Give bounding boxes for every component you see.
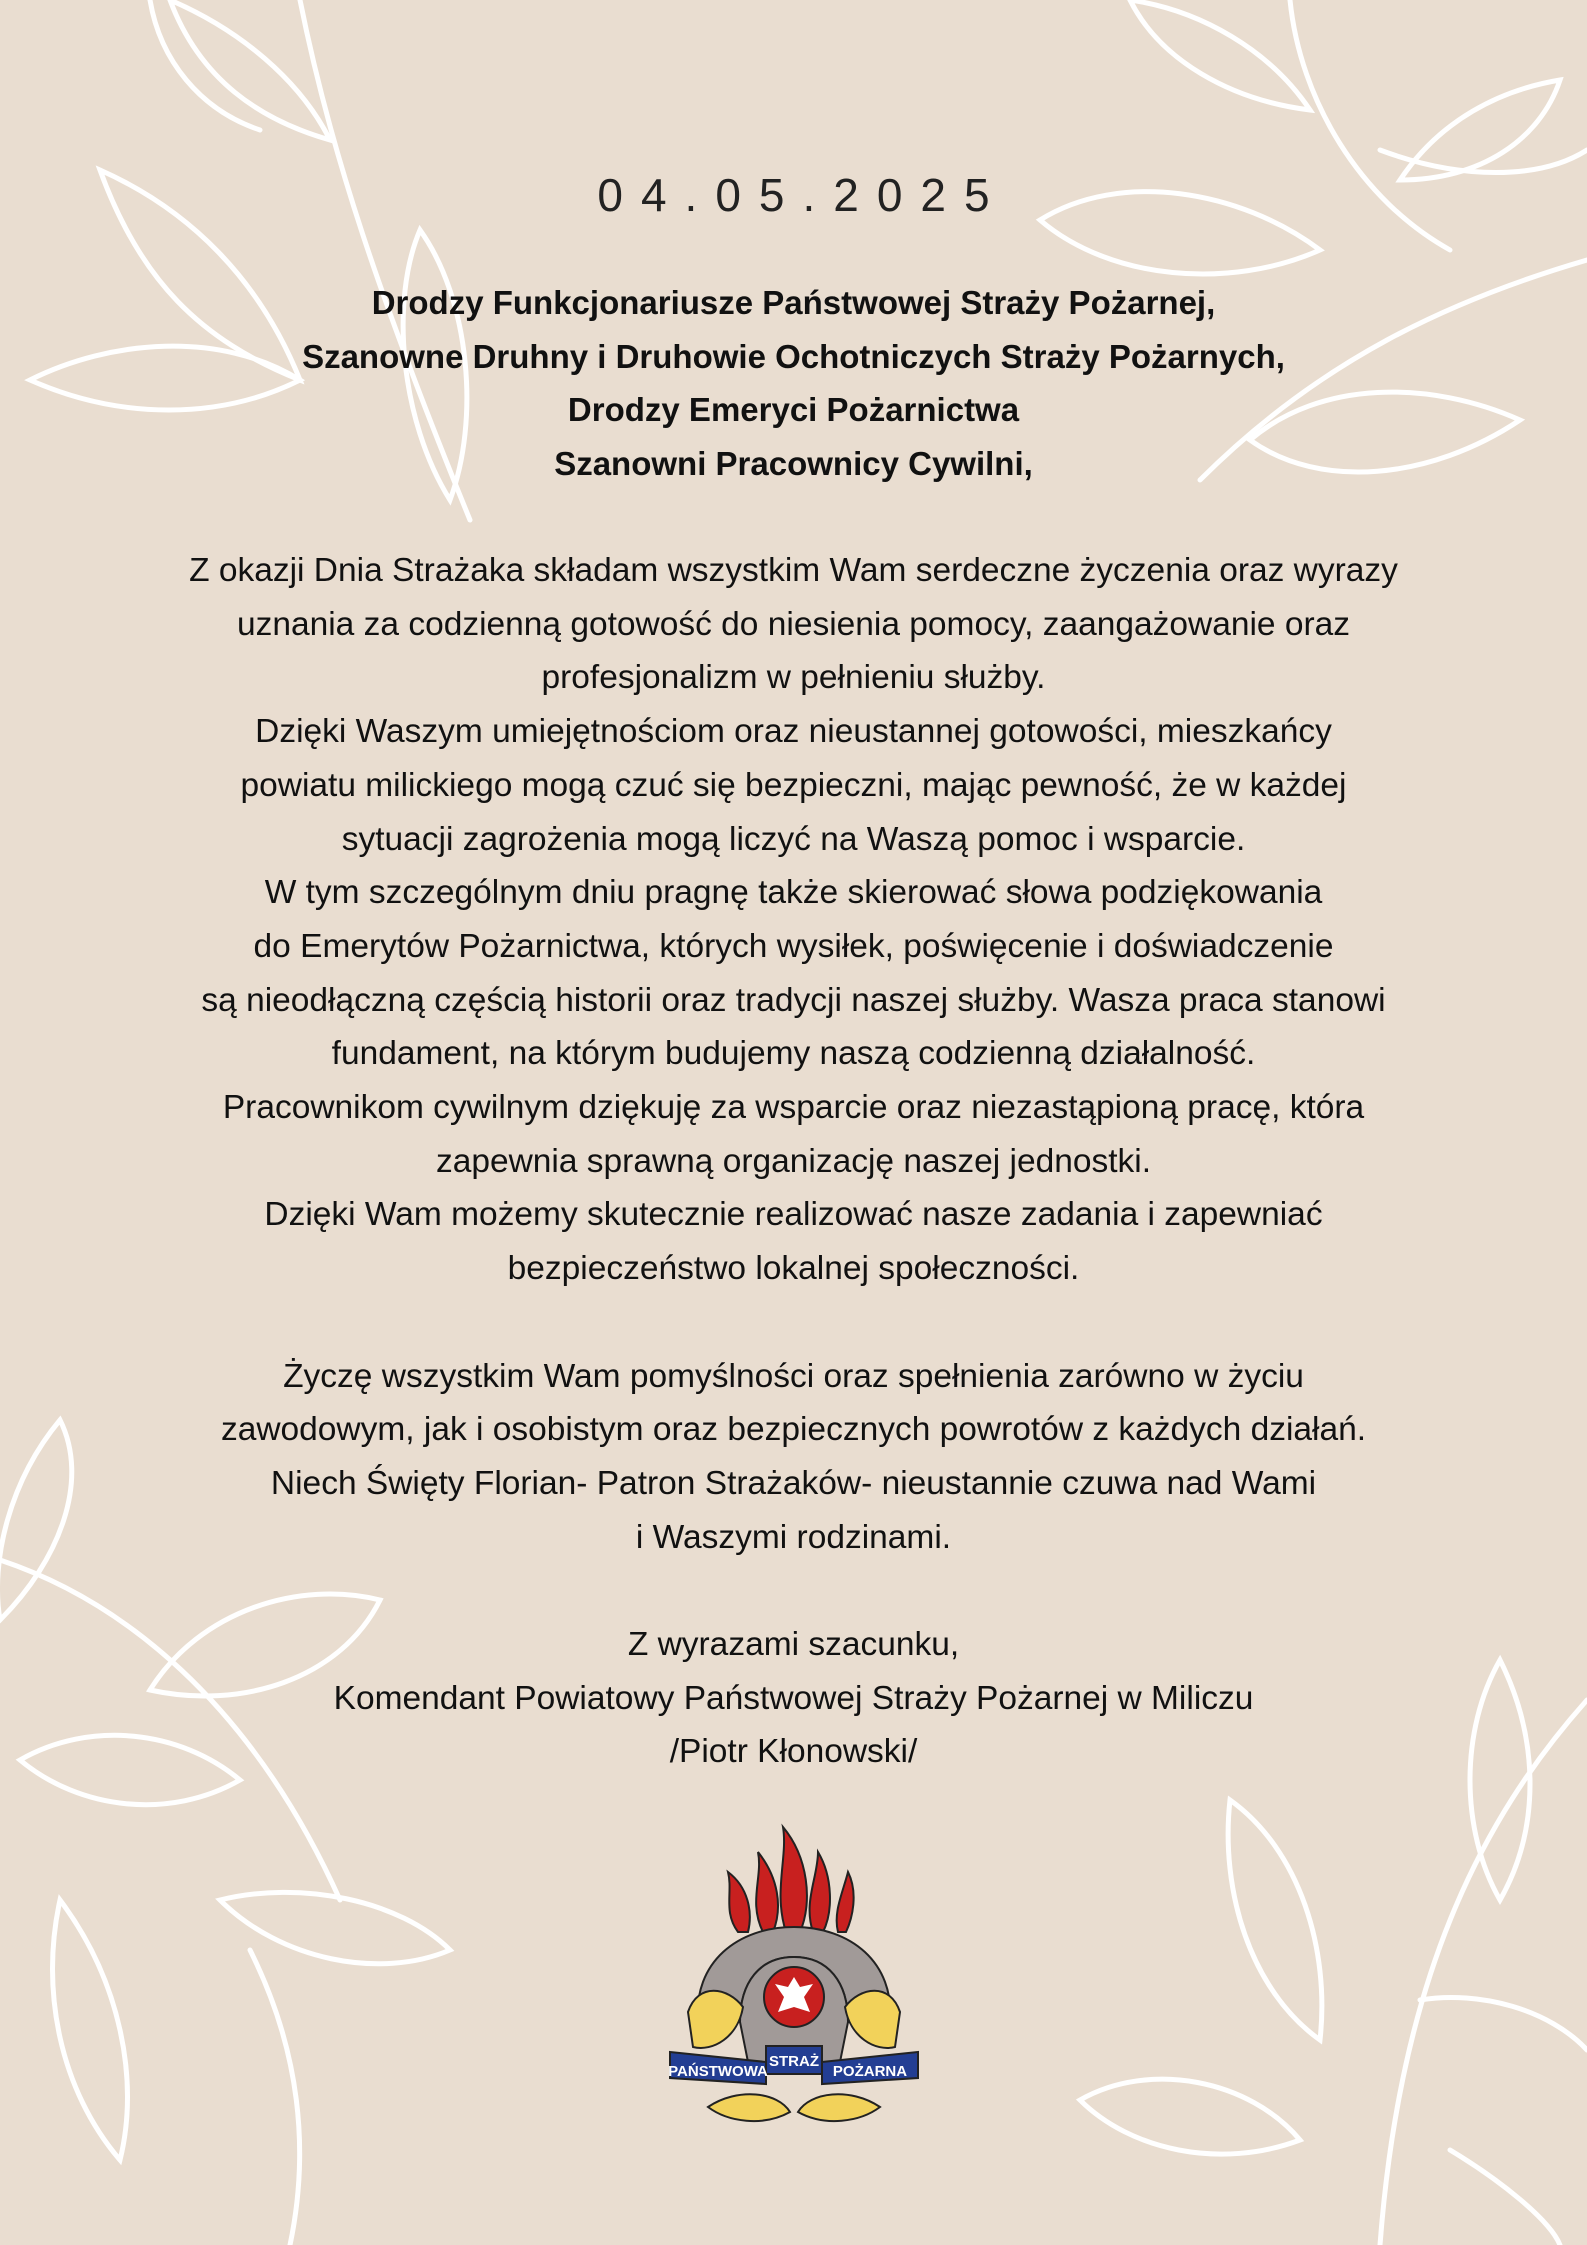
body-line: powiatu milickiego mogą czuć się bezpieczni, mając pewność, że w każdej (240, 766, 1347, 804)
body-line: do Emerytów Pożarnictwa, których wysiłek, poświęcenie i doświadczenie (253, 927, 1334, 965)
date: 04.05.2025 (597, 169, 1008, 221)
psp-emblem-logo (668, 1822, 920, 2138)
body-line: bezpieczeństwo lokalnej społeczności. (507, 1250, 1080, 1288)
signature-name: /Piotr Kłonowski/ (669, 1733, 918, 1771)
flame-icon (728, 1827, 854, 1932)
ribbon-word: POŻARNA (832, 2063, 908, 2080)
body-line: Dzięki Waszym umiejętnościom oraz nieustannej gotowości, mieszkańcy (255, 713, 1332, 751)
body-line: Dzięki Wam możemy skutecznie realizować nasze zadania i zapewniać (264, 1196, 1323, 1234)
signature-line: Z wyrazami szacunku, (627, 1626, 960, 1664)
greeting-line: Szanowni Pracownicy Cywilni, (554, 445, 1033, 483)
body-line: uznania za codzienną gotowość do niesienia pomocy, zaangażowanie oraz (236, 605, 1351, 643)
greeting-line: Szanowne Druhny i Druhowie Ochotniczych Straży Pożarnych, (302, 337, 1285, 375)
greeting-line: Drodzy Funkcjonariusze Państwowej Straży Pożarnej, (371, 284, 1216, 321)
body-line: W tym szczególnym dniu pragnę także skierować słowa podziękowania (264, 874, 1323, 912)
wishes-line: Niech Święty Florian- Patron Strażaków- nieustannie czuwa nad Wami (270, 1464, 1317, 1502)
ribbon-word: STRAŻ (769, 2053, 819, 2070)
body-line: Z okazji Dnia Strażaka składam wszystkim Wam serdeczne życzenia oraz wyrazy (189, 552, 1398, 589)
greeting-block (0, 276, 1587, 491)
wishes-line: Życzę wszystkim Wam pomyślności oraz spełnienia zarówno w życiu (283, 1357, 1304, 1395)
wishes-line: zawodowym, jak i osobistym oraz bezpiecznych powrotów z każdych działań. (220, 1411, 1367, 1449)
wishes-line: i Waszymi rodzinami. (635, 1518, 952, 1556)
body-line: Pracownikom cywilnym dziękuję za wsparcie oraz niezastąpioną pracę, która (222, 1089, 1365, 1127)
body-line: sytuacji zagrożenia mogą liczyć na Waszą pomoc i wsparcie. (341, 820, 1246, 858)
ribbon (668, 2046, 918, 2084)
greeting-line: Drodzy Emeryci Pożarnictwa (567, 391, 1020, 429)
body-line: profesjonalizm w pełnieniu służby. (541, 659, 1046, 697)
ribbon-word: PAŃSTWOWA (668, 2063, 768, 2080)
body-line: fundament, na którym budujemy naszą codzienną działalność. (331, 1035, 1256, 1073)
body-line: zapewnia sprawną organizację naszej jednostki. (435, 1142, 1152, 1180)
body-line: są nieodłączną częścią historii oraz tradycji naszej służby. Wasza praca stanowi (201, 981, 1386, 1019)
signature-line: Komendant Powiatowy Państwowej Straży Pożarnej w Miliczu (333, 1679, 1254, 1717)
letter-body (0, 544, 1587, 1779)
